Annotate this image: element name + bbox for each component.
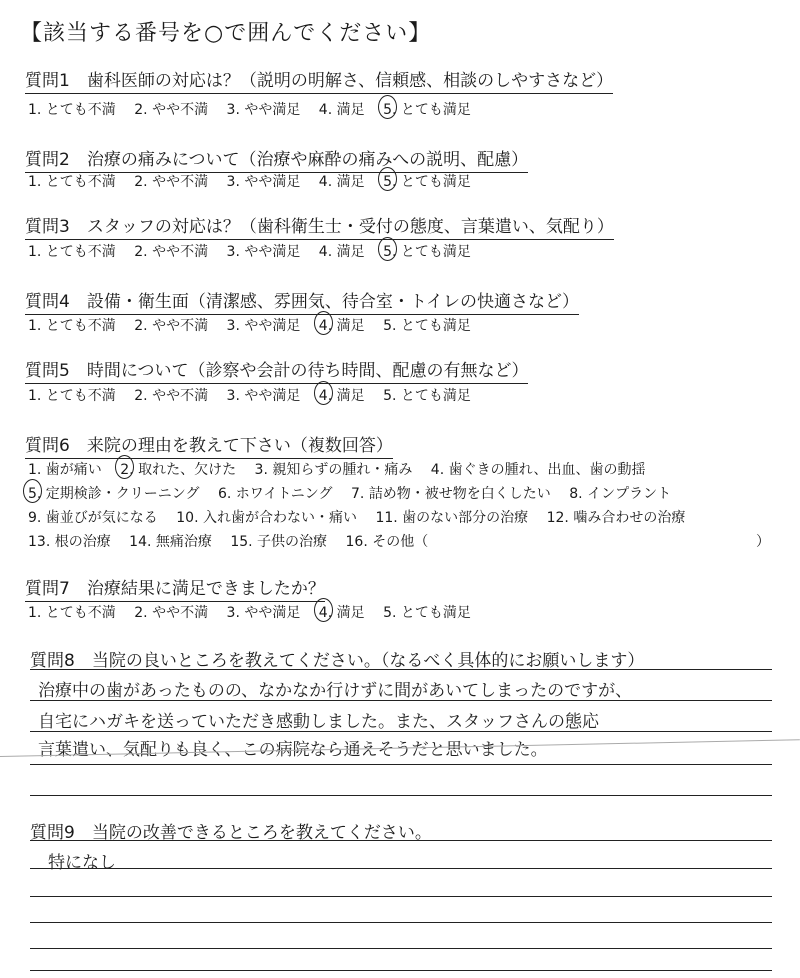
question-4-title: 質問4 設備・衛生面（清潔感、雰囲気、待合室・トイレの快適さなど）: [25, 287, 579, 312]
q3-option-2[interactable]: 2. やや不満: [134, 244, 209, 260]
question-5-options: [28, 385, 485, 405]
answer-line: [30, 948, 772, 949]
q5-option-3[interactable]: 3. やや満足: [226, 388, 301, 404]
q4-option-5[interactable]: 5. とても満足: [383, 318, 471, 334]
q6-option-4[interactable]: 4. 歯ぐきの腫れ、出血、歯の動揺: [430, 462, 646, 478]
q3-option-5[interactable]: 5. とても満足: [383, 241, 471, 261]
q5-option-5[interactable]: 5. とても満足: [383, 388, 471, 404]
question-7-title: 質問7 治療結果に満足できましたか？: [25, 574, 325, 599]
question-2-title: 質問2 治療の痛みについて（治療や麻酔の痛みへの説明、配慮）: [25, 145, 528, 170]
q1-option-1[interactable]: 1. とても不満: [28, 102, 116, 118]
answer-line: [30, 795, 772, 796]
question-6-row-1: [28, 459, 659, 479]
q6-option-14[interactable]: 14. 無痛治療: [129, 534, 212, 550]
q8-answer-line-2[interactable]: 自宅にハガキを送っていただき感動しました。また、スタッフさんの態応: [38, 712, 599, 732]
q6-option-5[interactable]: 5. 定期検診・クリーニング: [28, 483, 200, 503]
question-3-title: 質問3 スタッフの対応は？（歯科衛生士・受付の態度、言葉遣い、気配り）: [25, 212, 614, 237]
q2-option-4[interactable]: 4. 満足: [318, 174, 365, 190]
answer-line: [30, 764, 772, 765]
q7-option-1[interactable]: 1. とても不満: [28, 605, 116, 621]
q1-option-3[interactable]: 3. やや満足: [226, 102, 301, 118]
q8-answer-line-1[interactable]: 治療中の歯があったものの、なかなか行けずに間があいてしまったのですが、: [38, 681, 633, 701]
q6-option-7[interactable]: 7. 詰め物・被せ物を白くしたい: [351, 486, 551, 502]
question-2-options: [28, 171, 485, 191]
q5-option-2[interactable]: 2. やや不満: [134, 388, 209, 404]
answer-line: [30, 868, 772, 869]
q1-option-2[interactable]: 2. やや不満: [134, 102, 209, 118]
answer-line: [30, 922, 772, 923]
q7-option-2[interactable]: 2. やや不満: [134, 605, 209, 621]
question-3-options: [28, 241, 485, 261]
answer-line: [30, 700, 772, 701]
q6-option-1[interactable]: 1. 歯が痛い: [28, 462, 102, 478]
q7-option-5[interactable]: 5. とても満足: [383, 605, 471, 621]
question-5-title: 質問5 時間について（診察や会計の待ち時間、配慮の有無など）: [25, 356, 528, 381]
answer-line: [30, 896, 772, 897]
q6-option-3[interactable]: 3. 親知らずの腫れ・痛み: [254, 462, 413, 478]
q6-option-10[interactable]: 10. 入れ歯が合わない・痛い: [176, 510, 357, 526]
q5-option-4[interactable]: 4. 満足: [319, 385, 365, 405]
q6-option-9[interactable]: 9. 歯並びが気になる: [28, 510, 158, 526]
question-6-row-2: [28, 483, 685, 503]
q6-option-13[interactable]: 13. 根の治療: [28, 534, 111, 550]
question-6-row-3: [28, 507, 699, 527]
page-header: 【該当する番号を○で囲んでください】: [20, 21, 432, 46]
q1-option-4[interactable]: 4. 満足: [318, 102, 365, 118]
q2-option-3[interactable]: 3. やや満足: [226, 174, 301, 190]
q4-option-1[interactable]: 1. とても不満: [28, 318, 116, 334]
q4-option-3[interactable]: 3. やや満足: [226, 318, 301, 334]
q2-option-2[interactable]: 2. やや不満: [134, 174, 209, 190]
q1-option-5[interactable]: 5. とても満足: [383, 99, 471, 119]
q2-option-1[interactable]: 1. とても不満: [28, 174, 116, 190]
q3-option-1[interactable]: 1. とても不満: [28, 244, 116, 260]
q7-option-3[interactable]: 3. やや満足: [226, 605, 301, 621]
q8-answer-line-3[interactable]: 言葉遣い、気配りも良く、この病院なら通えそうだと思いました。: [38, 740, 548, 760]
q6-option-8[interactable]: 8. インプラント: [569, 486, 672, 502]
q2-option-5[interactable]: 5. とても満足: [383, 171, 471, 191]
q7-option-4[interactable]: 4. 満足: [319, 602, 365, 622]
answer-line: [30, 840, 772, 841]
q6-option-2[interactable]: 2. 取れた、欠けた: [120, 459, 236, 479]
question-1-title: 質問1 歯科医師の対応は？（説明の明解さ、信頼感、相談のしやすさなど）: [25, 66, 613, 91]
q3-option-3[interactable]: 3. やや満足: [226, 244, 301, 260]
question-8-title: 質問8 当院の良いところを教えてください。（なるべく具体的にお願いします）: [30, 651, 645, 671]
q3-option-4[interactable]: 4. 満足: [318, 244, 365, 260]
question-9-title: 質問9 当院の改善できるところを教えてください。: [30, 823, 432, 843]
question-4-options: [28, 315, 485, 335]
q5-option-1[interactable]: 1. とても不満: [28, 388, 116, 404]
answer-line: [30, 731, 772, 732]
answer-line: [30, 669, 772, 670]
question-1-options: [28, 99, 485, 119]
q6-other-close-paren: ）: [756, 534, 770, 550]
question-6-title: 質問6 来院の理由を教えて下さい（複数回答）: [25, 431, 393, 456]
q6-option-16[interactable]: 16. その他（: [345, 534, 429, 550]
q6-option-6[interactable]: 6. ホワイトニング: [217, 486, 333, 502]
q6-option-12[interactable]: 12. 噛み合わせの治療: [546, 510, 686, 526]
answer-line: [30, 970, 772, 971]
q6-option-15[interactable]: 15. 子供の治療: [230, 534, 328, 550]
question-7-options: [28, 602, 485, 622]
q4-option-2[interactable]: 2. やや不満: [134, 318, 209, 334]
q9-answer-line-1[interactable]: 特になし: [48, 853, 116, 873]
q6-option-11[interactable]: 11. 歯のない部分の治療: [375, 510, 529, 526]
q4-option-4[interactable]: 4. 満足: [319, 315, 365, 335]
question-6-row-4: [28, 531, 768, 551]
